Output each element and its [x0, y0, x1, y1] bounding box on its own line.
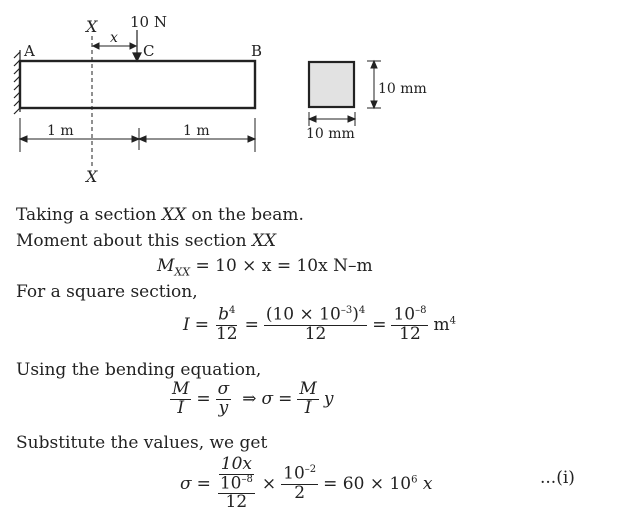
cross-section: [309, 62, 354, 107]
point-b-label: B: [251, 42, 263, 60]
span-left-label: 1 m: [47, 123, 74, 139]
load-label: 10 N: [130, 13, 167, 31]
eq4-sigma: σ: [180, 474, 192, 495]
line1-var: XX: [161, 205, 187, 225]
beam-diagram: [0, 0, 618, 200]
eq1-lhs-sub: XX: [174, 265, 191, 279]
line-section-xx: [16, 205, 304, 225]
distance-label: x: [110, 30, 118, 46]
eq3-sigma: σ: [261, 389, 274, 410]
cross-width-label: 10 mm: [306, 126, 355, 142]
line-square-section: For a square section,: [16, 282, 198, 302]
line2-var: XX: [251, 231, 277, 251]
eq1-lhs: M: [157, 256, 175, 276]
eq4-frac2: $\frac{10^{-2}}{2}$: [283, 464, 317, 503]
implies-symbol: ⇒: [242, 389, 257, 410]
eq4-frac1: $\frac{10x}{\frac{10^{-8}}{12}}$: [219, 454, 253, 513]
eq3-frac2: $\frac{\sigma}{y}$: [217, 379, 230, 418]
section-label-bottom: X: [86, 167, 98, 186]
line-bending-equation: Using the bending equation,: [16, 360, 262, 380]
eq2-lhs: I: [183, 314, 190, 335]
eq4-times: ×: [261, 474, 277, 495]
cross-height-label: 10 mm: [378, 81, 427, 97]
line2-pre: Moment about this section: [16, 231, 247, 251]
eq2-frac3: $\frac{10^{-8}}{12}$: [393, 304, 427, 344]
eq4-rhs: = $60 \times 10^6$ x: [323, 474, 433, 495]
beam: [20, 61, 255, 108]
eq3-frac1: $\frac{M}{I}$: [172, 379, 190, 418]
equation-stress: σ = $\frac{10x}{\frac{10^{-8}}{12}}$ × $\frac{10^{-2}}{2}$ = $60 \times 10^6$ x: [180, 454, 433, 513]
eq2-frac2: $\frac{(10 \times 10^{-3})^4}{12}$: [265, 304, 366, 344]
cross-width-dimension: [309, 112, 355, 126]
eq2-unit: $m^4$: [433, 314, 456, 335]
eq2-frac1: $\frac{b^4}{12}$: [215, 304, 238, 344]
line1-post: on the beam.: [191, 205, 304, 225]
point-a-label: A: [24, 42, 35, 60]
section-label-top: X: [86, 17, 98, 36]
line-substitute: Substitute the values, we get: [16, 433, 268, 453]
line-moment-about: [16, 231, 276, 251]
eq1-rhs: = 10 × x = 10x N–m: [195, 256, 373, 276]
line1-pre: Taking a section: [16, 205, 157, 225]
equation-moment: [157, 256, 373, 278]
equation-tag: ...(i): [540, 468, 575, 488]
span-right-label: 1 m: [183, 123, 210, 139]
equation-bending: $\frac{M}{I}$ = $\frac{\sigma}{y}$ ⇒ σ = $\frac{M}{I}$ y: [172, 379, 334, 418]
eq3-frac3: $\frac{M}{I}$: [299, 379, 317, 418]
eq3-y: y: [323, 389, 334, 410]
equation-inertia: I = $\frac{b^4}{12}$ = $\frac{(10 \times 10^{-3})^4}{12}$ = $\frac{10^{-8}}{12}$ $m^4$: [183, 304, 456, 344]
point-c-label: C: [143, 42, 155, 60]
